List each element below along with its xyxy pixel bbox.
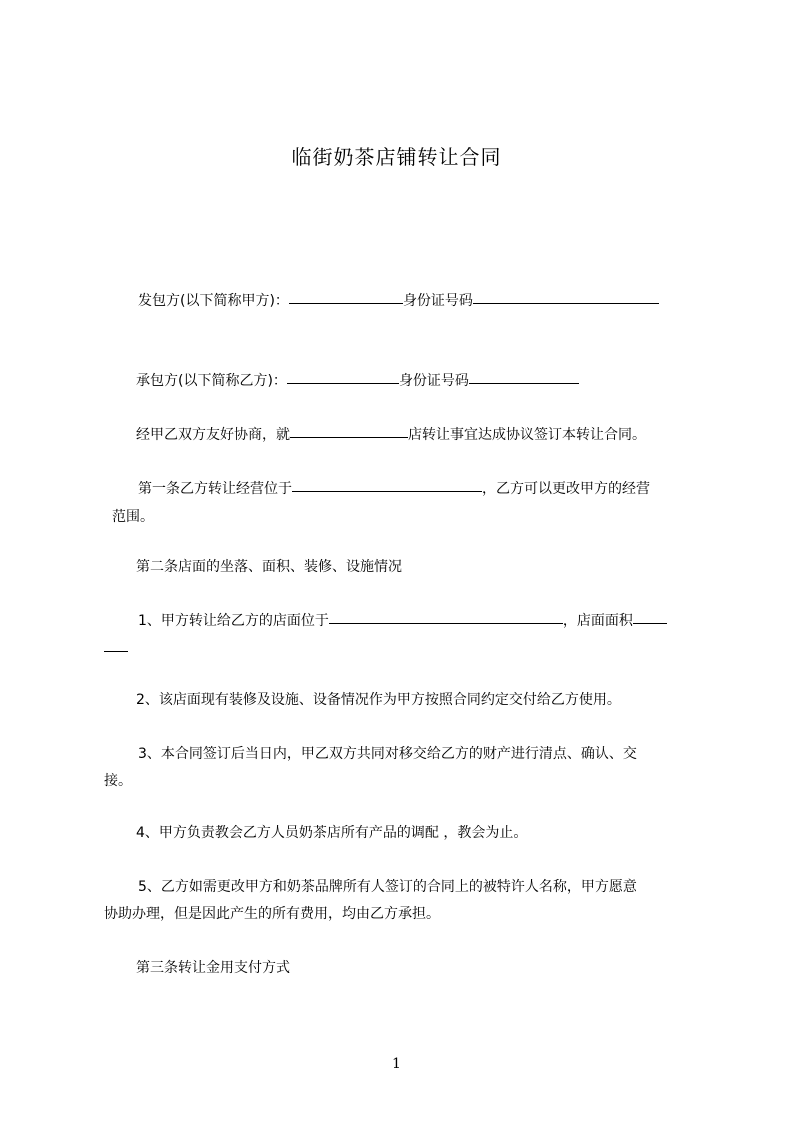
- party-a-line: [138, 287, 738, 315]
- article-1-paragraph: [138, 475, 704, 503]
- article-2-item-5-line2: 协助办理，但是因此产生的所有费用，均由乙方承担。: [104, 906, 440, 922]
- article-1-line2: 范围。: [112, 509, 154, 525]
- intro-suffix: 店转让事宜达成协议签订本转让合同。: [408, 427, 646, 443]
- article-2-item-5-line1: 5、乙方如需更改甲方和奶茶品牌所有人签订的合同上的被特许人名称，甲方愿意: [138, 879, 637, 895]
- location-blank: [292, 490, 482, 492]
- article-2-item-1-line2: [104, 635, 704, 663]
- article-2-item-2: 2、该店面现有装修及设施、设备情况作为甲方按照合同约定交付给乙方使用。: [136, 692, 621, 708]
- page-number: 1: [392, 1056, 401, 1072]
- party-a-name-blank: [289, 302, 403, 304]
- article-3-heading: 第三条转让金用支付方式: [136, 960, 290, 976]
- shop-name-blank: [290, 436, 408, 438]
- party-b-name-blank: [287, 382, 399, 384]
- article-2-heading: 第二条店面的坐落、面积、装修、设施情况: [136, 559, 402, 575]
- document-title: 临街奶茶店铺转让合同: [291, 145, 502, 169]
- party-b-line: [136, 367, 736, 395]
- intro-paragraph: [136, 421, 736, 449]
- party-a-label: 发包方(以下简称甲方)：: [138, 293, 289, 309]
- intro-prefix: 经甲乙双方友好协商，就: [136, 427, 290, 443]
- party-a-id-blank: [473, 302, 659, 304]
- party-b-label: 承包方(以下简称乙方)：: [136, 373, 287, 389]
- party-a-id-label: 身份证号码: [402, 293, 473, 309]
- area-blank-part1: [633, 622, 667, 624]
- item-1-prefix: 1、甲方转让给乙方的店面位于: [138, 613, 329, 629]
- party-b-id-blank: [469, 382, 579, 384]
- article-2-item-4: 4、甲方负责教会乙方人员奶茶店所有产品的调配 ，教会为止。: [136, 825, 528, 841]
- article-2-item-3-line2: 接。: [104, 773, 132, 789]
- article-1-suffix-line1: ，乙方可以更改甲方的经营: [482, 481, 650, 497]
- area-blank-part2: [104, 650, 128, 652]
- article-2-item-3-line1: 3、本合同签订后当日内，甲乙双方共同对移交给乙方的财产进行清点、确认、交: [138, 746, 637, 762]
- item-1-mid: ，店面面积: [562, 613, 633, 629]
- article-2-item-1: [138, 607, 738, 635]
- party-b-id-label: 身份证号码: [398, 373, 469, 389]
- shop-location-blank: [329, 622, 563, 624]
- article-1-prefix: 第一条乙方转让经营位于: [138, 481, 292, 497]
